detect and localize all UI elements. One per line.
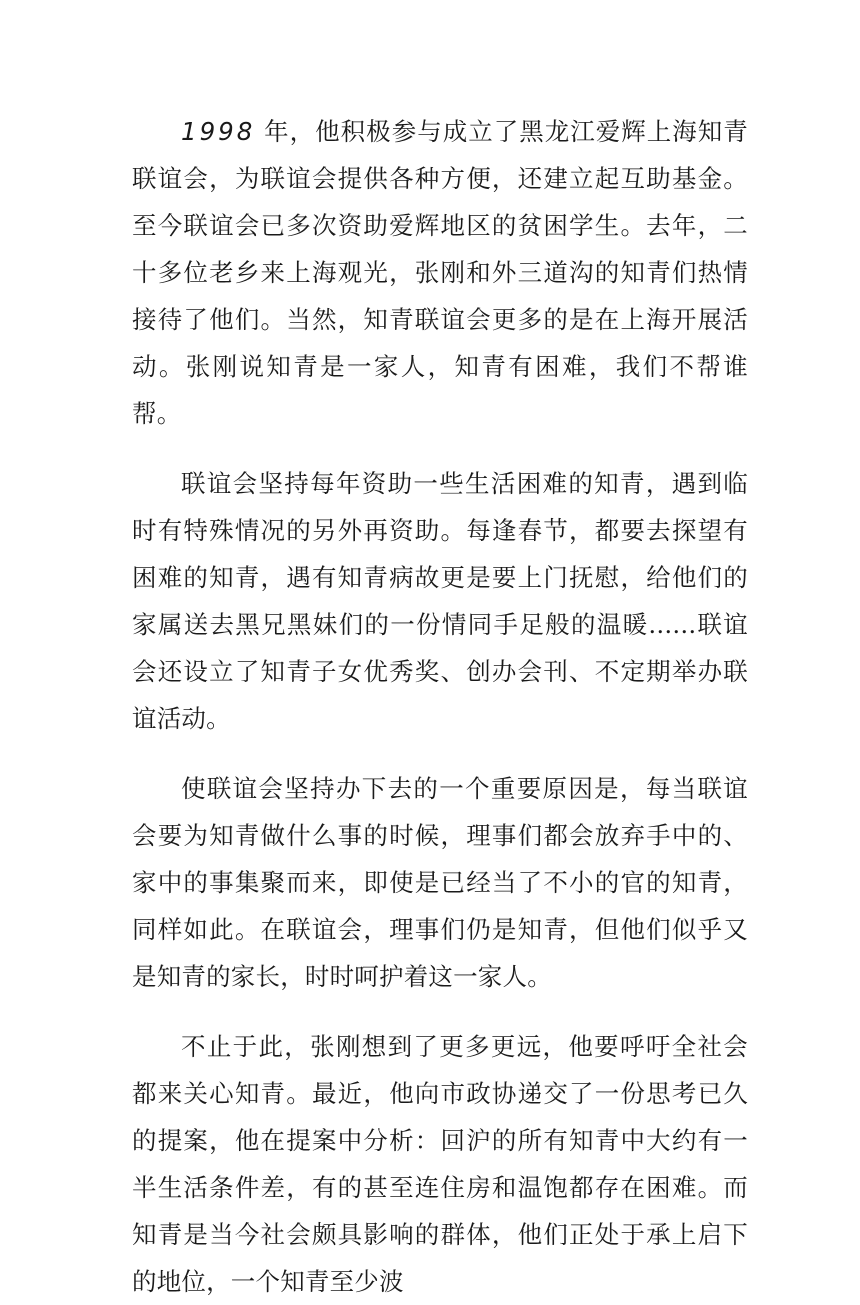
paragraph-4: 不止于此，张刚想到了更多更远，他要呼吁全社会都来关心知青。最近，他向市政协递交了一份思考已久的提案，他在提案中分析：回沪的所有知青中大约有一半生活条件差，有的甚至连住房和温饱都存在困难。而知青是当今社会颇具影响的群体，他们正处于承上启下的地位，一个知青至少波	[132, 1032, 748, 1296]
year-number: 1998	[181, 117, 256, 146]
paragraph-2: 联谊会坚持每年资助一些生活困难的知青，遇到临时有特殊情况的另外再资助。每逢春节，都要去探望有困难的知青，遇有知青病故更是要上门抚慰，给他们的家属送去黑兄黑妹们的一份情同手足般的温暖......联谊会还设立了知青子女优秀奖、创办会刊、不定期举办联谊活动。	[132, 469, 748, 733]
paragraph-1-text: 年，他积极参与成立了黑龙江爱辉上海知青联谊会，为联谊会提供各种方便，还建立起互助基金。至今联谊会已多次资助爱辉地区的贫困学生。去年，二十多位老乡来上海观光，张刚和外三道沟的知青们热情接待了他们。当然，知青联谊会更多的是在上海开展活动。张刚说知青是一家人，知青有困难，我们不帮谁帮。	[132, 117, 748, 428]
paragraph-1	[132, 108, 748, 437]
paragraph-3: 使联谊会坚持办下去的一个重要原因是，每当联谊会要为知青做什么事的时候，理事们都会放弃手中的、家中的事集聚而来，即使是已经当了不小的官的知青，同样如此。在联谊会，理事们仍是知青，但他们似乎又是知青的家长，时时呵护着这一家人。	[132, 774, 748, 991]
